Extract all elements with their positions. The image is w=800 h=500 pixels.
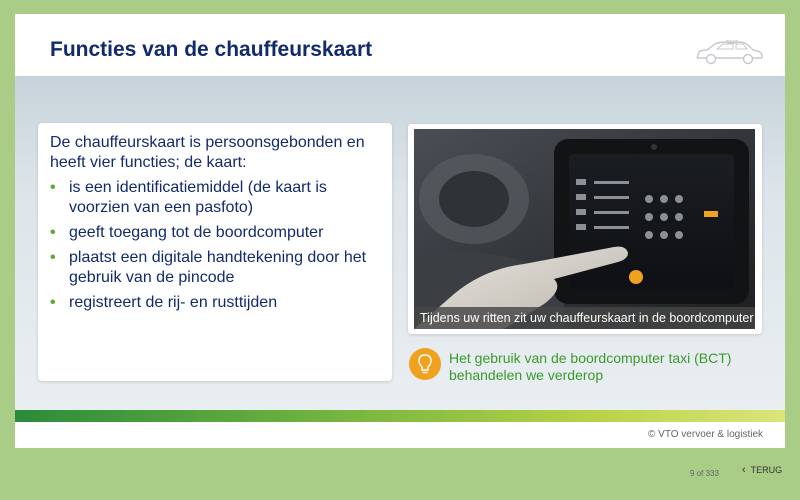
lightbulb-icon [409,348,441,380]
slide-title: Functies van de chauffeurskaart [50,38,373,61]
photo-caption: Tijdens uw ritten zit uw chauffeurskaart in de boordcomputer [414,307,755,329]
footer-stripe [15,410,785,422]
bullet-icon: • [50,249,56,266]
bullet-text: registreert de rij- en rusttijden [69,294,278,311]
photo-card [408,124,762,334]
list-item [50,178,380,218]
bullet-icon: • [50,224,56,241]
slide [15,14,785,448]
copyright-text: © VTO vervoer & logistiek [648,429,763,440]
tip-text: Het gebruik van de boordcomputer taxi (BCT) behandelen we verderop [449,350,732,383]
player-navbar [8,452,792,492]
slide-header [15,14,785,76]
list-item [50,223,380,243]
boardcomputer-photo [414,129,755,329]
tip-callout [409,348,769,388]
taxi-car-icon [693,40,765,66]
intro-text: De chauffeurskaart is persoonsgebonden en heeft vier functies; de kaart: [50,134,365,171]
bullet-icon: • [50,179,56,196]
content-card [38,123,392,381]
slide-footer [15,422,785,448]
list-item [50,248,380,288]
list-item [50,293,380,313]
bullet-text: is een identificatiemiddel (de kaart is voorzien van een pasfoto) [69,179,327,216]
bullet-text: plaatst een digitale handtekening door het gebruik van de pincode [69,249,367,286]
chevron-left-icon: ‹ [742,464,746,476]
boardcomputer-illustration [414,129,755,329]
back-button-label: TERUG [750,465,783,475]
function-list [50,178,380,318]
bullet-icon: • [50,294,56,311]
page-counter: 9 of 333 [690,469,719,478]
back-button[interactable] [742,464,782,476]
bullet-text: geeft toegang tot de boordcomputer [69,224,324,241]
